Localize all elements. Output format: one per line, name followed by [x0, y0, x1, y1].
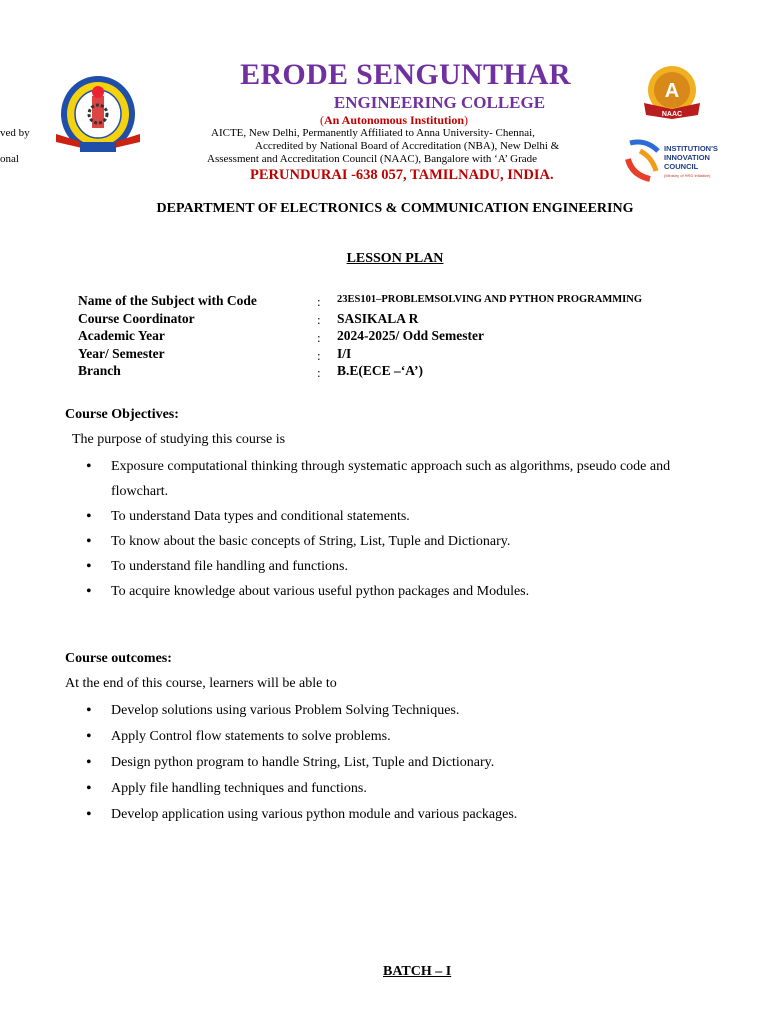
naac-grade-text: A [664, 80, 680, 102]
college-name: ERODE SENGUNTHAR [240, 58, 571, 91]
college-address: PERUNDURAI -638 057, TAMILNADU, INDIA. [250, 167, 554, 183]
left-cut-text-1: ved by [0, 127, 30, 139]
iic-logo [626, 137, 726, 183]
info-colon: : [317, 294, 321, 309]
naac-label-text: NAAC [661, 111, 683, 118]
list-item: • To acquire knowledge about various useful python packages and Modules. [80, 579, 720, 604]
iic-line-1: INSTITUTION'S [664, 144, 718, 153]
affiliation-line-1: AICTE, New Delhi, Permanently Affiliated to Anna University- Chennai, [211, 127, 535, 139]
info-label-year-semester: Year/ Semester [78, 346, 165, 361]
info-value-coordinator: SASIKALA R [337, 311, 419, 326]
list-item: • To understand file handling and functions. [80, 554, 720, 579]
left-cut-text-2: onal [0, 153, 19, 165]
batch-heading: BATCH – I [383, 964, 452, 979]
info-label-branch: Branch [78, 363, 121, 378]
info-value-academic-year: 2024-2025/ Odd Semester [337, 328, 484, 343]
autonomous-text: An Autonomous Institution [323, 113, 465, 127]
objectives-list [80, 454, 720, 604]
list-item: • Design python program to handle String, List, Tuple and Dictionary. [80, 750, 720, 776]
outcomes-intro: At the end of this course, learners will be able to [65, 676, 337, 691]
objectives-heading: Course Objectives: [65, 407, 179, 422]
info-value-branch: B.E(ECE –‘A’) [337, 363, 423, 378]
info-label-coordinator: Course Coordinator [78, 311, 195, 326]
info-label-academic-year: Academic Year [78, 328, 165, 343]
affiliation-line-3: Assessment and Accreditation Council (NAAC), Bangalore with ‘A’ Grade [207, 153, 538, 165]
autonomous-open-paren: ( [319, 113, 324, 127]
list-item: • Develop application using various python module and various packages. [80, 802, 720, 828]
list-item: • To understand Data types and conditional statements. [80, 504, 720, 529]
naac-badge-logo [638, 63, 706, 125]
info-label-subject: Name of the Subject with Code [78, 293, 257, 308]
iic-line-4: (Ministry of HRD Initiative) [664, 173, 711, 178]
affiliation-line-2: Accredited by National Board of Accreditation (NBA), New Delhi & [255, 140, 560, 152]
college-subtitle: ENGINEERING COLLEGE [333, 93, 546, 112]
outcomes-heading: Course outcomes: [65, 651, 172, 666]
list-item: • Apply Control flow statements to solve problems. [80, 724, 720, 750]
lesson-plan-title: LESSON PLAN [346, 251, 444, 266]
info-colon: : [317, 348, 321, 363]
objectives-intro: The purpose of studying this course is [72, 432, 286, 447]
list-item: • Develop solutions using various Problem Solving Techniques. [80, 698, 720, 724]
info-value-subject: 23ES101–PROBLEMSOLVING AND PYTHON PROGRAMMING [337, 294, 643, 305]
list-item: • Apply file handling techniques and functions. [80, 776, 720, 802]
iic-line-3: COUNCIL [664, 162, 699, 171]
department-heading: DEPARTMENT OF ELECTRONICS & COMMUNICATION ENGINEERING [156, 201, 634, 216]
info-value-year-semester: I/I [337, 346, 352, 361]
list-item: • Exposure computational thinking through systematic approach such as algorithms, pseudo code and flowchart. [80, 454, 720, 504]
iic-line-2: INNOVATION [664, 153, 710, 162]
outcomes-list [80, 698, 720, 828]
info-colon: : [317, 312, 321, 327]
info-colon: : [317, 365, 321, 380]
info-colon: : [317, 330, 321, 345]
list-item: • To know about the basic concepts of String, List, Tuple and Dictionary. [80, 529, 720, 554]
autonomous-close-paren: ) [464, 113, 469, 127]
